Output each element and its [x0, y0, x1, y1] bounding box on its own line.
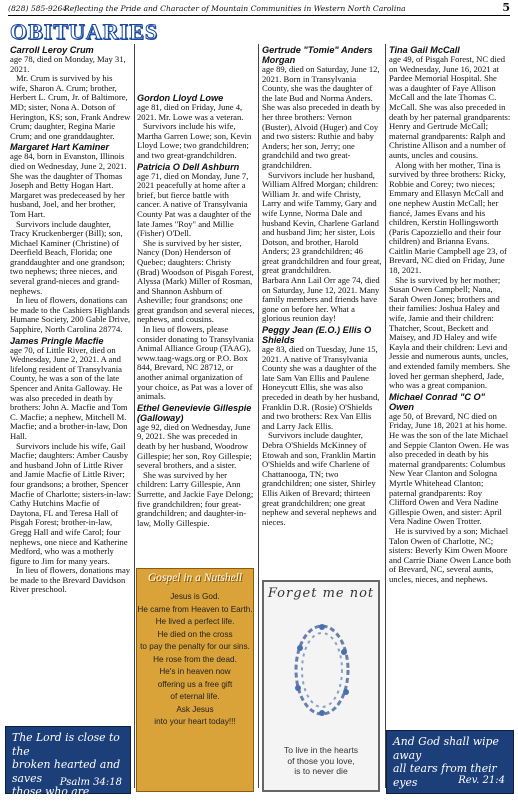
column-divider [385, 44, 386, 788]
forget-caption-line: To live in the hearts [283, 745, 359, 755]
obituary-paragraph: Caitlin Marie Campbell age 23, of Brevard, NC died on Friday, June 18, 2021. [389, 245, 507, 276]
gospel-line: Jesus is God. [170, 592, 220, 601]
obituary-paragraph: age 84, born in Evanston, Illinois died on Wednesday, June 2, 2021. She was the daughter of Thomas Joseph and Betty Hogan Hart. Margaret was predeceased by her husband, Joel, and her brother, Tom Hart. [10, 151, 127, 219]
page-header [8, 2, 510, 16]
obituary-paragraph: She is survived by her sister, Nancy (Don) Henderson of Quebec; daughters: Christy (Brad) Woodson of Pisgah Forest, Alyssa (Mark) Miller of Rosman, and Shannon Ashburn of Asheville; four grandsons; one great grandson and several nieces, nephews, and cousins. [137, 237, 255, 325]
obituary-paragraph: Survivors include his wife, Gail Macfie; daughters: Amber Causby and husband John of Little River and Jamie Macfie of Little River; four grandsons; a brother, Spencer Macfie of Charlotte; sisters-in-law: Cathy Hutchins Macfie of Daytona, FL and Teresa Hall of Pisgah Forest; brother-in-law, Gregg Hall and wife Carol; four nephews, one niece and Katherine Medford, who was a motherly figure to Jim for many years. [10, 440, 131, 566]
obituary-paragraph: Survivors include her husband, William Alfred Morgan; children: William Jr. and wife Christy, Larry and wife Tammy, Gary and wife Lynne, Norma Dale and husband Kevin, Charlene Garland and husband Jim; her sister, Lois Dotson, and brother, Harold Anders; 23 grandchildren; 46 great grandchildren and four great, great grandchildren. [262, 169, 382, 276]
header-tagline: Reflecting the Pride and Character of Mountain Communities in Western North Carolina [64, 4, 406, 13]
obituary-paragraph: age 70, of Little River, died on Wednesday, June 2, 2021. A and lifelong resident of Transylvania County, he was a son of the late Spencer and Anita Galloway. He was also preceded in death by brothers: John A. Macfie and Tom C. Macfie; a nephew, Mitchell M. Macfie; and a brother-in-law, Don Hall. [10, 344, 128, 441]
obituary-name: Gertrude "Tomie" Anders Morgan [262, 45, 373, 65]
header-phone: (828) 585-9264 [8, 4, 68, 13]
obituary-name: Tina Gail McCall [389, 45, 460, 55]
column-divider [134, 44, 135, 788]
obituary-paragraph: Survivors include daughter, Tracy Kruckenberger (Bill); son, Michael Kaminer (Christine) of Deerfield Beach, Florida; one granddaughter and one grandson; two nephews; three nieces, and several grand-nieces and grand-nephews. [10, 218, 125, 296]
obituaries-masthead: OBITUARIES [10, 19, 159, 44]
column-3 [262, 44, 382, 578]
obituary-paragraph: In lieu of flowers, donations can be made to the Cashiers Highlands Humane Society, 200 Gable Drive, Sapphire, North Carolina 28774. [10, 295, 131, 335]
column-divider [258, 44, 259, 788]
obituary-name: Carroll Leroy Crum [10, 45, 94, 55]
gospel-line: into your heart today!!! [154, 717, 236, 726]
obituary-paragraph: Survivors include daughter, Debra O'Shields McKinney of Etowah and son, Franklin Martin O'Shields and wife Charlene of Chattanooga, TN; two grandchildren; one sister, Shirley Ellis Aiken of Brevard; thirteen great grandchildren; one great nephew and several nephews and nieces. [262, 430, 377, 527]
gospel-in-a-nutshell-box [136, 568, 254, 792]
obituary-paragraph: Survivors include his wife, Martha Garren Lowe; son, Kevin Lloyd Lowe; two grandchildren; and two great-grandchildren. [137, 121, 252, 160]
flower-wreath-icon [286, 610, 358, 730]
obituary-name: Gordon Lloyd Lowe [137, 93, 224, 103]
gospel-text [137, 591, 253, 729]
obituary-name: Michael Conrad "C O" Owen [389, 391, 486, 412]
obituary-paragraph: In lieu of flowers, please consider donating to Transylvania Animal Alliance Group (TAAG), www.taag-wags.org or P.O. Box 844, Brevard, NC 28712, or another animal organization of your choice, as Pat was a lover of animals. [137, 324, 254, 402]
forget-me-not-title: Forget me not [267, 586, 375, 601]
obituary-paragraph: She is survived by her mother; Susan Owen Campbell; Nana, Sarah Owen Jones; brothers and their families: Joshua Haley and wife, Jamie and their children: Thatcher, Scout, Beckett and Maisey, and JD Haley and wife Kayla and their children: Levi and Jessie and numerous aunts, uncles, and extended family members. She loved her german shepherd, Jade, who was a great companion. [389, 274, 510, 391]
obituary-name: James Pringle Macfie [10, 335, 104, 346]
obituary-paragraph: In lieu of flowers, donations may be made to the Brevard Davidson River preschool. [10, 565, 131, 595]
obituary-paragraph: She was survived by her children: Larry Gillespie, Ann Surrette, and Jackie Faye Delong; five grandchildren; four great-grandchildren; and daughter-in-law, Molly Gillespie. [137, 469, 254, 528]
psalm-verse-text [12, 731, 130, 812]
obituary-paragraph: age 71, died on Monday, June 7, 2021 peacefully at home after a brief, but fierce battle with cancer. A native of Transylvania County Pat was a daughter of the late James "Roy" and Millie (Fisher) O'Dell. [137, 170, 252, 239]
obituary-name: Ethel Genevievie Gillespie (Galloway) [137, 402, 252, 423]
psalm-verse-box [5, 726, 131, 812]
obituary-paragraph: age 78, died on Monday, May 31, 2021. [10, 54, 126, 74]
obituary-paragraph: age 50, of Brevard, NC died on Friday, June 18, 2021 at his home. He was the son of the late Michael and Seppie Clanton Owen. He was also preceded in death by his maternal grandparents: Columbus New Year Clanton and Sologna Myrtle Whitehead Clanton; paternal grandparents: Roy Clifford Owen and Vera Nadine Gillespie Owen, and sister: April Vera Nadine Owen Trotter. [389, 410, 509, 527]
obituary-paragraph: age 89, died on Saturday, June 12, 2021. Born in Transylvania County, she was the daughter of the late Bud and Norma Anders. She was also preceded in death by her three brothers: Vernon (Buster), Alvoid (Huger) and Coy and two sisters: Ruthie and baby Anders; her son, Jerry; one grandchild and two great-grandchildren. [262, 64, 380, 170]
column-4 [389, 44, 511, 724]
forget-caption-line: of those you love, [287, 755, 355, 766]
revelation-verse-box [386, 730, 514, 794]
verse-line: those who are crushed in spirit. [12, 785, 106, 812]
gospel-line: He came from Heaven to Earth. [137, 604, 253, 614]
page-number: 5 [502, 1, 510, 14]
gospel-line: He's in heaven now [159, 667, 231, 676]
gospel-line: offering us a free gift [157, 679, 233, 689]
obituary-paragraph: Barbara Ann Lail Orr age 74, died on Saturday, June 12, 2021. Many family members and friends have gone on before her. What a glorious reunion day! [262, 275, 380, 324]
forget-caption-line: is to never die [294, 766, 348, 776]
obituary-name: Patricia O Dell Ashburn [137, 161, 240, 172]
gospel-line: to pay the penalty for our sins. [140, 642, 250, 651]
obituary-paragraph: Mr. Crum is survived by his wife, Sharon A. Crum; brother, Herbert L. Crum, Jr. of Baltimore, MD; sister, Nona A. Dotson of Herington, KS; son, Frank Andrew Crum; daughter, Regina Marie Crum; and one granddaughter. [10, 73, 131, 141]
gospel-line: of eternal life. [170, 692, 220, 701]
verse-line: And God shall wipe away [393, 735, 499, 762]
column-2 [137, 92, 255, 562]
obituary-name: Peggy Jean (E.O.) Ellis O Shields [262, 325, 372, 346]
forget-me-not-caption [264, 745, 378, 777]
gospel-line: Ask Jesus [176, 704, 214, 714]
gospel-line: He rose from the dead. [153, 654, 237, 664]
psalm-verse-reference: Psalm 34:18 [59, 777, 122, 788]
verse-line: all tears from their eyes [393, 762, 497, 789]
verse-line: broken hearted and saves [12, 758, 121, 785]
gospel-title: Gospel in a Nutshell [147, 572, 243, 584]
gospel-line: He lived a perfect life. [155, 617, 235, 626]
obituary-paragraph: age 49, of Pisgah Forest, NC died on Wednesday, June 16, 2021 at Pardee Memorial Hospital. She was a daughter of Faye Allison McCall and the late Thomas C. McCall. She was also preceded in death by her paternal grandparents: Henry and Gertrude McCall; maternal grandparents: Ralph and Christine Allison and a number of aunts, uncles and cousins. [389, 54, 511, 160]
obituary-paragraph: age 83, died on Tuesday, June 15, 2021. A native of Transylvania County she was a daughter of the late Sam Van Ellis and Paulene Honeycutt Ellis, she was also preceded in death by her husband, Franklin D.R. (Rosie) O'Shields and two brothers: Rex Van Ellis and Larry Jack Ellis. [262, 344, 380, 431]
forget-me-not-box [262, 580, 380, 792]
column-1 [10, 44, 131, 718]
revelation-verse-reference: Rev. 21:4 [458, 775, 505, 786]
gospel-line: He died on the cross [157, 629, 233, 639]
verse-line: The Lord is close to the [12, 731, 120, 758]
obituary-paragraph: age 92, died on Wednesday, June 9, 2021. She was preceded in death by her husband, Woodrow Gillespie; her son, Roy Gillespie; several brothers, and a sister. [137, 421, 252, 471]
obituary-paragraph: He is survived by a son; Michael Talon Owen of Charlotte, NC; sisters: Beverly Kim Owen Moore and Carrie Diane Owen Lance both of Brevard, NC, several aunts, uncles, nieces, and nephews. [389, 525, 511, 584]
obituary-name: Margaret Hart Kaminer [10, 142, 110, 153]
obituary-paragraph: Along with her mother, Tina is survived by three brothers: Ricky, Robbie and Corey; two nieces; Emmary and Ellasyn McCall and one nephew Austin McCall; her fiancé, James Evans and his children, Kerstin Hollingsworth (Paris Capozziello and their four children) and Brianna Evans. [389, 159, 506, 247]
obituary-paragraph: age 81, died on Friday, June 4, 2021. Mr. Lowe was a veteran. [137, 102, 244, 122]
